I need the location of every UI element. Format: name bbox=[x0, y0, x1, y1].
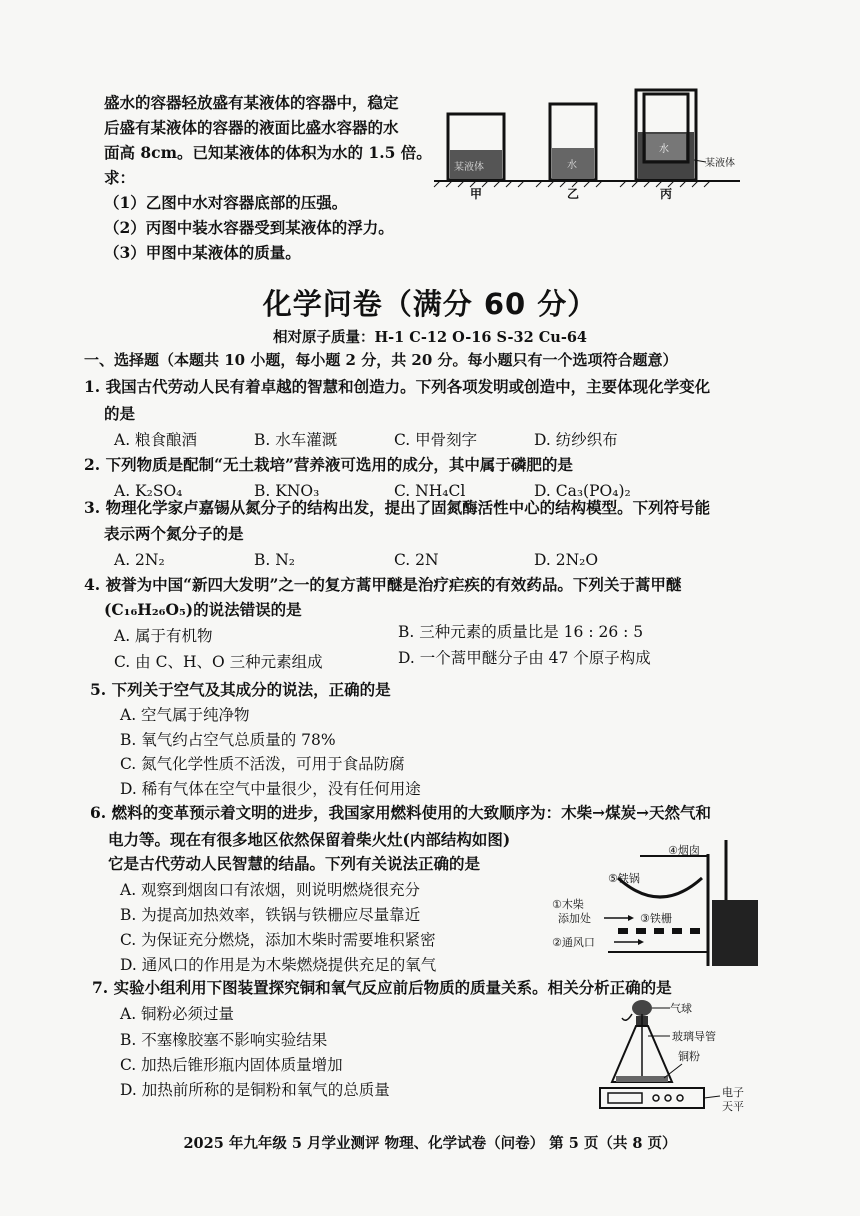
q6-option-b: B. 为提高加热效率，铁锅与铁栅应尽量靠近 bbox=[120, 906, 421, 924]
q7-option-a: A. 铜粉必须过量 bbox=[120, 1005, 235, 1023]
q3-option-d: D. 2N₂O bbox=[534, 551, 599, 569]
balloon-label: 气球 bbox=[670, 1002, 692, 1015]
q2-option-d: D. Ca₃(PO₄)₂ bbox=[534, 482, 631, 500]
q2-option-a: A. K₂SO₄ bbox=[114, 482, 183, 500]
q2-option-b: B. KNO₃ bbox=[254, 482, 320, 500]
q3-option-c: C. 2N bbox=[394, 551, 439, 569]
q1-option-b: B. 水车灌溉 bbox=[254, 431, 338, 449]
q6-option-c: C. 为保证充分燃烧，添加木柴时需要堆积紧密 bbox=[120, 931, 436, 949]
q3-option-b: B. N₂ bbox=[254, 551, 296, 569]
bing-liquid-label: 某液体 bbox=[705, 158, 735, 169]
q6-line-3: 它是古代劳动人民智慧的结晶。下列有关说法正确的是 bbox=[108, 854, 481, 873]
q2-option-c: C. NH₄Cl bbox=[394, 482, 466, 500]
q3-option-a: A. 2N₂ bbox=[114, 551, 165, 569]
q2-line-1: 2. 下列物质是配制“无土栽培”营养液可选用的成分，其中属于磷肥的是 bbox=[84, 455, 573, 474]
q7-option-d: D. 加热前所称的是铜粉和氧气的总质量 bbox=[120, 1081, 390, 1099]
q4-line-2: (C₁₆H₂₆O₅)的说法错误的是 bbox=[104, 600, 302, 619]
label-bing: 丙 bbox=[660, 187, 673, 201]
physics-line-1: 盛水的容器轻放盛有某液体的容器中，稳定 bbox=[104, 93, 399, 112]
atomic-masses: 相对原子质量：H-1 C-12 O-16 S-32 Cu-64 bbox=[272, 329, 588, 346]
q6-option-d: D. 通风口的作用是为木柴燃烧提供充足的氧气 bbox=[120, 956, 437, 974]
q5-option-d: D. 稀有气体在空气中量很少，没有任何用途 bbox=[120, 780, 421, 798]
q4-option-c: C. 由 C、H、O 三种元素组成 bbox=[114, 653, 323, 671]
q5-option-c: C. 氮气化学性质不活泼，可用于食品防腐 bbox=[120, 755, 405, 773]
q7-option-b: B. 不塞橡胶塞不影响实验结果 bbox=[120, 1031, 328, 1049]
bing-water-label: 水 bbox=[659, 144, 669, 155]
q1-line-2: 的是 bbox=[104, 404, 136, 423]
q1-option-c: C. 甲骨刻字 bbox=[394, 431, 478, 449]
powder-label: 铜粉 bbox=[678, 1050, 700, 1063]
q6-line-2: 电力等。现在有很多地区依然保留着柴火灶(内部结构如图) bbox=[108, 830, 511, 849]
physics-subq-3: （3）甲图中某液体的质量。 bbox=[104, 243, 301, 262]
pot-label: ⑤铁锅 bbox=[608, 872, 640, 885]
section-heading: 一、选择题（本题共 10 小题，每小题 2 分，共 20 分。每小题只有一个选项符合题意） bbox=[84, 351, 678, 369]
label-yi: 乙 bbox=[567, 187, 580, 201]
q1-option-d: D. 纺纱织布 bbox=[534, 431, 618, 449]
tube-label: 玻璃导管 bbox=[672, 1030, 716, 1043]
q7-option-c: C. 加热后锥形瓶内固体质量增加 bbox=[120, 1056, 343, 1074]
grate-label: ③铁栅 bbox=[640, 912, 672, 925]
q3-line-2: 表示两个氮分子的是 bbox=[104, 524, 244, 543]
q1-option-a: A. 粮食酿酒 bbox=[114, 431, 198, 449]
physics-line-2: 后盛有某液体的容器的液面比盛水容器的水 bbox=[104, 118, 399, 137]
q7-line-1: 7. 实验小组利用下图装置探究铜和氧气反应前后物质的质量关系。相关分析正确的是 bbox=[92, 978, 672, 997]
chimney-label: ④烟囱 bbox=[668, 844, 700, 857]
yi-water-label: 水 bbox=[567, 160, 577, 171]
label-jia: 甲 bbox=[470, 187, 483, 201]
containers-figure bbox=[430, 86, 750, 206]
q6-option-a: A. 观察到烟囱口有浓烟，则说明燃烧很充分 bbox=[120, 881, 421, 899]
q4-option-b: B. 三种元素的质量比是 16 : 26 : 5 bbox=[398, 623, 644, 641]
q4-option-d: D. 一个蒿甲醚分子由 47 个原子构成 bbox=[398, 649, 651, 667]
stove-figure bbox=[548, 836, 764, 976]
chem-title: 化学问卷（满分 60 分） bbox=[262, 287, 598, 321]
physics-line-3: 面高 8cm。已知某液体的体积为水的 1.5 倍。 bbox=[104, 143, 432, 162]
physics-subq-1: （1）乙图中水对容器底部的压强。 bbox=[104, 193, 348, 212]
physics-line-4: 求： bbox=[104, 168, 136, 187]
q3-line-1: 3. 物理化学家卢嘉锡从氮分子的结构出发，提出了固氮酶活性中心的结构模型。下列符号能 bbox=[84, 498, 711, 517]
wood-label-2: 添加处 bbox=[558, 912, 591, 925]
balance-label-2: 天平 bbox=[722, 1100, 744, 1113]
vent-label: ②通风口 bbox=[552, 936, 595, 949]
page-footer: 2025 年九年级 5 月学业测评 物理、化学试卷（问卷） 第 5 页（共 8 页） bbox=[183, 1135, 677, 1152]
wood-label-1: ①木柴 bbox=[552, 898, 584, 911]
flask-balance-figure bbox=[594, 994, 764, 1118]
jia-liquid-label: 某液体 bbox=[454, 162, 484, 173]
q5-line-1: 5. 下列关于空气及其成分的说法，正确的是 bbox=[90, 680, 391, 699]
q6-line-1: 6. 燃料的变革预示着文明的进步，我国家用燃料使用的大致顺序为：木柴→煤炭→天然气和 bbox=[90, 803, 712, 822]
q4-option-a: A. 属于有机物 bbox=[114, 627, 213, 645]
q4-line-1: 4. 被誉为中国“新四大发明”之一的复方蒿甲醚是治疗疟疾的有效药品。下列关于蒿甲醚 bbox=[84, 575, 682, 594]
physics-subq-2: （2）丙图中装水容器受到某液体的浮力。 bbox=[104, 218, 394, 237]
q5-option-a: A. 空气属于纯净物 bbox=[120, 706, 250, 724]
balance-label-1: 电子 bbox=[722, 1086, 744, 1099]
q1-line-1: 1. 我国古代劳动人民有着卓越的智慧和创造力。下列各项发明或创造中，主要体现化学变化 bbox=[84, 377, 711, 396]
q5-option-b: B. 氧气约占空气总质量的 78% bbox=[120, 731, 336, 749]
